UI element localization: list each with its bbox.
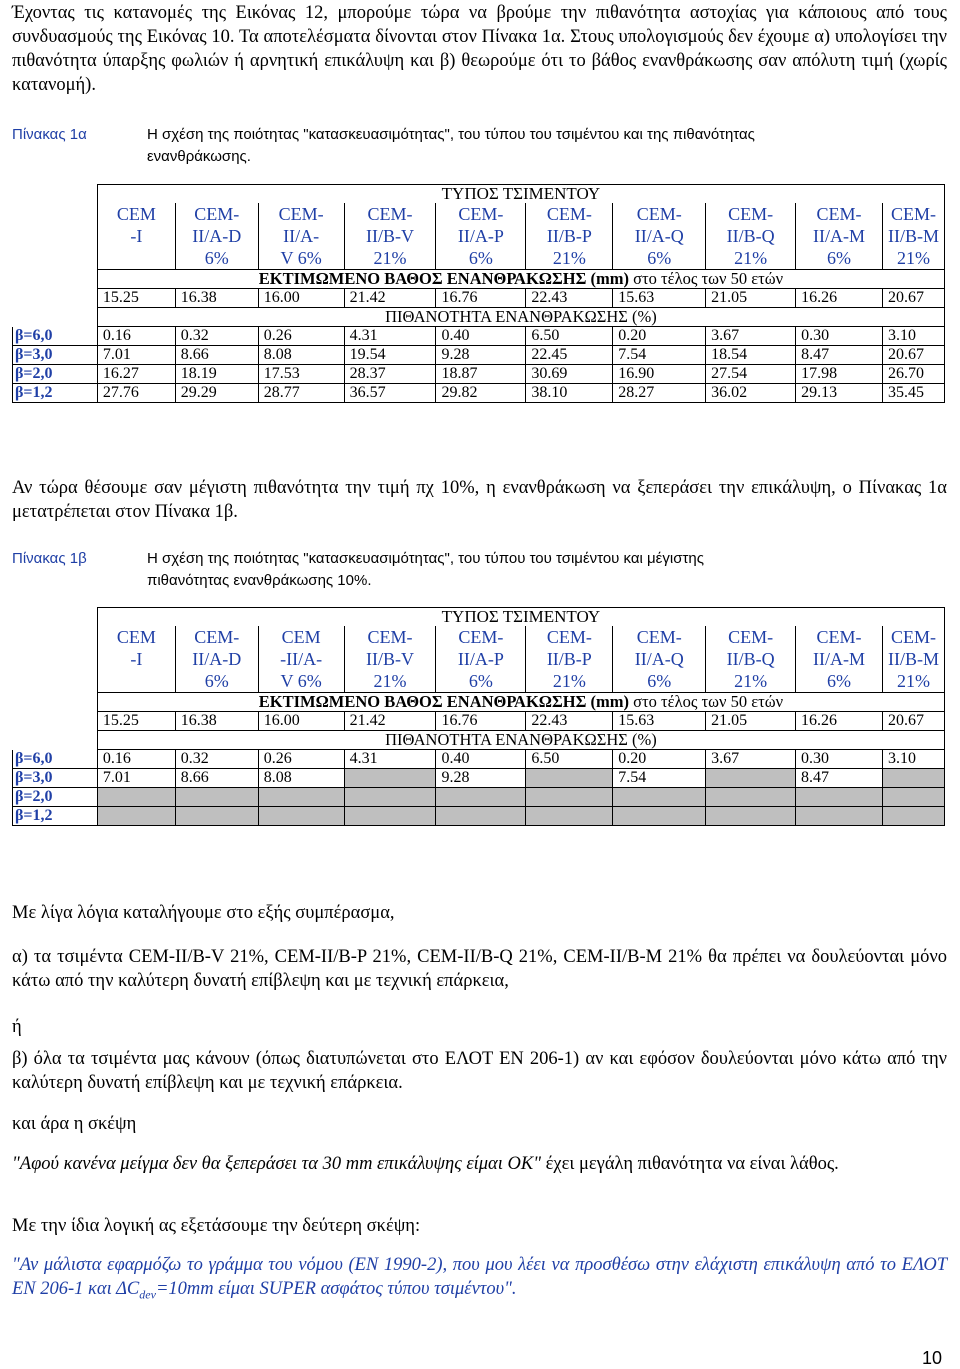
probability-cell: 28.37 [344, 365, 436, 384]
table-1a [12, 184, 945, 403]
cement-type-header [344, 626, 436, 693]
probability-cell: 7.54 [613, 769, 706, 788]
depth-title [97, 693, 944, 712]
header-line: V 6% [280, 248, 322, 268]
table-row [13, 384, 945, 403]
probability-cell: 6.50 [526, 750, 613, 769]
probability-cell [882, 807, 944, 826]
beta-cell: β=6,0 [13, 327, 98, 346]
header-line: CEM- [636, 204, 682, 224]
probability-cell: 9.28 [436, 346, 526, 365]
depth-title-row [13, 270, 945, 289]
cement-type-header [613, 203, 706, 270]
depth-title [97, 270, 944, 289]
probability-cell: 19.54 [344, 346, 436, 365]
depth-cell: 20.67 [882, 289, 944, 308]
header-line: CEM- [194, 627, 240, 647]
header-line: V 6% [280, 671, 322, 691]
probability-cell: 7.54 [613, 346, 706, 365]
depth-cell: 16.38 [175, 712, 258, 731]
cement-type-header [175, 203, 258, 270]
probability-cell: 17.98 [796, 365, 883, 384]
probability-cell: 0.20 [613, 327, 706, 346]
header-line: II/A- [283, 226, 320, 246]
depth-cell: 21.42 [344, 289, 436, 308]
probability-cell: 27.54 [706, 365, 796, 384]
beta-cell: β=1,2 [13, 807, 98, 826]
header-line: 21% [373, 671, 407, 691]
probability-cell: 8.47 [796, 769, 883, 788]
probability-cell: 0.16 [97, 327, 175, 346]
group-title: ΤΥΠΟΣ ΤΣΙΜΕΝΤΟΥ [97, 185, 944, 204]
probability-cell: 0.32 [175, 327, 258, 346]
probability-cell: 16.90 [613, 365, 706, 384]
probability-cell [344, 788, 436, 807]
depth-values-row [13, 712, 945, 731]
header-line: 21% [896, 671, 930, 691]
header-line: 21% [896, 248, 930, 268]
header-line: 21% [552, 248, 586, 268]
table-row [13, 365, 945, 384]
probability-cell: 0.40 [436, 327, 526, 346]
probability-cell: 8.66 [175, 769, 258, 788]
header-line: CEM- [194, 204, 240, 224]
probability-title: ΠΙΘΑΝΟΤΗΤΑ ΕΝΑΝΘΡΑΚΩΣΗΣ (%) [97, 731, 944, 750]
thought-intro: και άρα η σκέψη [12, 1114, 137, 1134]
corner-cell [13, 712, 98, 731]
header-line: CEM [116, 204, 156, 224]
header-row [13, 626, 945, 693]
probability-cell: 27.76 [97, 384, 175, 403]
header-line: CEM- [367, 204, 413, 224]
cement-type-header [706, 203, 796, 270]
header-line: CEM [116, 627, 156, 647]
probability-cell [706, 788, 796, 807]
header-line: 6% [647, 248, 672, 268]
probability-cell: 17.53 [258, 365, 344, 384]
probability-cell: 9.28 [436, 769, 526, 788]
beta-cell: β=3,0 [13, 769, 98, 788]
probability-cell: 8.08 [258, 769, 344, 788]
probability-cell: 36.57 [344, 384, 436, 403]
table-row [13, 769, 945, 788]
depth-title-bold: ΕΚΤΙΜΩΜΕΝΟ ΒΑΘΟΣ ΕΝΑΝΘΡΑΚΩΣΗΣ (mm) [258, 269, 630, 288]
probability-cell: 3.10 [882, 327, 944, 346]
point-a: α) τα τσιμέντα CEM-II/B-V 21%, CEM-II/B-P 21%, CEM-II/B-Q 21%, CEM-II/B-M 21% θα πρέπει να δουλεύονται μόνο κάτω από την καλύτερη δυνατή επίβλεψη και με τεχνική επάρκεια, [12, 947, 947, 991]
probability-title-row [13, 308, 945, 327]
cement-type-header [344, 203, 436, 270]
depth-cell: 16.26 [796, 289, 883, 308]
corner-cell [13, 203, 98, 270]
header-line: 6% [827, 671, 851, 691]
probability-title-row [13, 731, 945, 750]
header-line: 21% [734, 671, 768, 691]
probability-cell [436, 807, 526, 826]
cement-type-header [175, 626, 258, 693]
probability-cell [344, 769, 436, 788]
cement-type-header [526, 203, 613, 270]
corner-cell [13, 608, 98, 627]
quote-part1: "Αν μάλιστα εφαρμόζω το γράμμα του νόμου (ΕΝ 1990-2), που μου λέει να προσθέσω στην ελάχιστη επικάλυψη από το ΕΛΟΤ ΕΝ 206-1 και ΔC [12, 1255, 947, 1299]
header-line: 6% [468, 248, 493, 268]
probability-cell: 0.16 [97, 750, 175, 769]
probability-cell: 8.08 [258, 346, 344, 365]
corner-cell [13, 185, 98, 204]
header-line: II/B-M [887, 226, 939, 246]
thought1-quote: "Αφού κανένα μείγμα δεν θα ξεπεράσει τα 30 mm επικάλυψης είμαι ΟΚ" [12, 1154, 541, 1174]
depth-cell: 21.05 [706, 289, 796, 308]
probability-cell: 18.87 [436, 365, 526, 384]
header-line: II/B-P [546, 226, 592, 246]
header-line: II/B-Q [726, 649, 775, 669]
header-line: 21% [552, 671, 586, 691]
corner-cell [13, 693, 98, 712]
probability-cell: 29.13 [796, 384, 883, 403]
cement-type-header [258, 626, 344, 693]
depth-cell: 21.42 [344, 712, 436, 731]
header-line: CEM- [816, 204, 862, 224]
group-title: ΤΥΠΟΣ ΤΣΙΜΕΝΤΟΥ [97, 608, 944, 627]
beta-cell: β=3,0 [13, 346, 98, 365]
header-line: CEM- [816, 627, 862, 647]
corner-cell [13, 270, 98, 289]
probability-cell: 29.82 [436, 384, 526, 403]
probability-cell [175, 807, 258, 826]
table-row [13, 807, 945, 826]
cement-type-header [97, 203, 175, 270]
probability-cell: 36.02 [706, 384, 796, 403]
probability-cell [706, 807, 796, 826]
probability-cell: 0.26 [258, 327, 344, 346]
probability-cell: 28.77 [258, 384, 344, 403]
probability-cell [436, 788, 526, 807]
corner-cell [13, 289, 98, 308]
mid-paragraph: Αν τώρα θέσουμε σαν μέγιστη πιθανότητα την τιμή πχ 10%, η ενανθράκωση να ξεπεράσει την επικάλυψη, ο Πίνακας 1α μετατρέπεται στον Πίνακα 1β. [12, 478, 947, 522]
probability-cell: 8.66 [175, 346, 258, 365]
depth-cell: 20.67 [882, 712, 944, 731]
probability-cell: 4.31 [344, 750, 436, 769]
depth-cell: 16.00 [258, 712, 344, 731]
header-line: 6% [468, 671, 493, 691]
header-line: 21% [734, 248, 768, 268]
header-line: CEM- [890, 204, 936, 224]
header-line: II/B-V [366, 226, 415, 246]
point-b: β) όλα τα τσιμέντα μας κάνουν (όπως διατυπώνεται στο ΕΛΟΤ ΕΝ 206-1) αν και εφόσον δουλεύονται μόνο κάτω από την καλύτερη δυνατή επίβλεψη και με τεχνική επάρκεια. [12, 1049, 947, 1093]
corner-cell [13, 731, 98, 750]
table-row [13, 327, 945, 346]
header-line: -I [130, 649, 143, 669]
header-line: 6% [204, 671, 229, 691]
header-line: CEM- [278, 204, 324, 224]
probability-cell: 8.47 [796, 346, 883, 365]
probability-cell: 28.27 [613, 384, 706, 403]
depth-cell: 16.76 [436, 289, 526, 308]
cement-type-header [796, 203, 883, 270]
probability-cell: 0.26 [258, 750, 344, 769]
header-line: II/B-P [546, 649, 592, 669]
depth-cell: 22.43 [526, 289, 613, 308]
beta-cell: β=2,0 [13, 365, 98, 384]
header-line: CEM- [367, 627, 413, 647]
second-thought-intro: Με την ίδια λογική ας εξετάσουμε την δεύτερη σκέψη: [12, 1216, 421, 1236]
quote-subscript: dev [139, 1287, 156, 1302]
cement-type-header [796, 626, 883, 693]
corner-cell [13, 308, 98, 327]
header-line: II/A-Q [634, 649, 684, 669]
header-line [100, 247, 173, 269]
probability-cell: 3.67 [706, 750, 796, 769]
cement-type-header [436, 626, 526, 693]
beta-cell: β=2,0 [13, 788, 98, 807]
header-line: 21% [373, 248, 407, 268]
depth-title-rest: στο τέλος των 50 ετών [629, 269, 784, 288]
probability-cell [175, 788, 258, 807]
thought1-rest: έχει μεγάλη πιθανότητα να είναι λάθος. [540, 1154, 839, 1174]
header-line: II/A-M [813, 226, 866, 246]
cement-type-header [436, 203, 526, 270]
probability-cell: 35.45 [882, 384, 944, 403]
header-line: -II/A- [280, 649, 323, 669]
probability-cell: 18.19 [175, 365, 258, 384]
group-title-row [13, 185, 945, 204]
probability-cell [706, 769, 796, 788]
cement-type-header [882, 203, 944, 270]
header-line: 6% [204, 248, 229, 268]
cement-type-header [258, 203, 344, 270]
thought1-paragraph [12, 1152, 947, 1176]
group-title-row [13, 608, 945, 627]
probability-cell [796, 807, 883, 826]
table-row [13, 346, 945, 365]
header-line: II/A-Q [634, 226, 684, 246]
header-line [100, 670, 173, 692]
probability-cell [344, 807, 436, 826]
probability-cell: 3.67 [706, 327, 796, 346]
beta-cell: β=1,2 [13, 384, 98, 403]
probability-cell [526, 807, 613, 826]
or-word: ή [12, 1017, 22, 1037]
depth-cell: 16.26 [796, 712, 883, 731]
depth-cell: 16.76 [436, 712, 526, 731]
table2-caption-line2: πιθανότητας ενανθράκωσης 10%. [147, 572, 372, 589]
header-row [13, 203, 945, 270]
header-line: -I [130, 226, 143, 246]
header-line: II/A-P [457, 226, 504, 246]
probability-cell: 29.29 [175, 384, 258, 403]
table2-caption [147, 548, 947, 592]
depth-cell: 21.05 [706, 712, 796, 731]
depth-title-rest: στο τέλος των 50 ετών [629, 692, 784, 711]
probability-cell [796, 788, 883, 807]
probability-cell [882, 788, 944, 807]
header-line: CEM- [458, 204, 504, 224]
quote-part2: =10mm είμαι SUPER ασφάτος τύπου τσιμέντου". [155, 1279, 517, 1299]
probability-cell: 0.20 [613, 750, 706, 769]
probability-cell [526, 769, 613, 788]
depth-cell: 15.63 [613, 712, 706, 731]
header-line: II/A-D [192, 649, 242, 669]
probability-cell: 7.01 [97, 346, 175, 365]
probability-cell [526, 788, 613, 807]
corner-cell [13, 626, 98, 693]
header-line: II/B-Q [726, 226, 775, 246]
table2-label: Πίνακας 1β [12, 550, 87, 567]
header-line: CEM- [728, 204, 774, 224]
depth-cell: 15.25 [97, 712, 175, 731]
depth-cell: 22.43 [526, 712, 613, 731]
table-row [13, 788, 945, 807]
probability-cell: 0.30 [796, 750, 883, 769]
probability-cell: 38.10 [526, 384, 613, 403]
table-1b [12, 607, 945, 826]
header-line: 6% [647, 671, 672, 691]
probability-cell: 18.54 [706, 346, 796, 365]
probability-cell: 0.30 [796, 327, 883, 346]
probability-cell: 3.10 [882, 750, 944, 769]
table1-caption [147, 124, 947, 168]
conclusion-intro: Με λίγα λόγια καταλήγουμε στο εξής συμπέρασμα, [12, 903, 395, 923]
header-line: CEM- [890, 627, 936, 647]
probability-cell: 0.32 [175, 750, 258, 769]
page-number: 10 [922, 1348, 943, 1368]
depth-cell: 15.63 [613, 289, 706, 308]
header-line: CEM [281, 627, 321, 647]
probability-cell [258, 807, 344, 826]
second-thought-quote [12, 1253, 947, 1307]
probability-cell: 7.01 [97, 769, 175, 788]
depth-cell: 16.38 [175, 289, 258, 308]
depth-values-row [13, 289, 945, 308]
depth-title-bold: ΕΚΤΙΜΩΜΕΝΟ ΒΑΘΟΣ ΕΝΑΝΘΡΑΚΩΣΗΣ (mm) [258, 692, 630, 711]
header-line: II/B-M [887, 649, 939, 669]
table1-label: Πίνακας 1α [12, 126, 87, 143]
probability-cell: 26.70 [882, 365, 944, 384]
probability-cell: 30.69 [526, 365, 613, 384]
depth-cell: 16.00 [258, 289, 344, 308]
probability-cell: 22.45 [526, 346, 613, 365]
table-row [13, 750, 945, 769]
probability-cell [258, 788, 344, 807]
table1-caption-line2: ενανθράκωσης. [147, 148, 251, 165]
header-line: CEM- [546, 627, 592, 647]
header-line: II/B-V [366, 649, 415, 669]
cement-type-header [882, 626, 944, 693]
probability-cell [613, 788, 706, 807]
probability-cell [97, 788, 175, 807]
intro-paragraph: Έχοντας τις κατανομές της Εικόνας 12, μπορούμε τώρα να βρούμε την πιθανότητα αστοχίας για κάποιους από τους συνδυασμούς της Εικόνας 10. Τα αποτελέσματα δίνονται στον Πίνακα 1α. Στους υπολογισμούς δεν έχουμε α) υπολογίσει την πιθανότητα ύπαρξης φωλιών ή αρνητική επικάλυψη και β) θεωρούμε ότι το βάθος ενανθράκωσης σαν απόλυτη τιμή (χωρίς κατανομή). [12, 3, 947, 95]
cement-type-header [706, 626, 796, 693]
header-line: CEM- [636, 627, 682, 647]
depth-cell: 15.25 [97, 289, 175, 308]
probability-cell: 16.27 [97, 365, 175, 384]
probability-cell [613, 807, 706, 826]
header-line: II/A-P [457, 649, 504, 669]
header-line: II/A-M [813, 649, 865, 669]
beta-cell: β=6,0 [13, 750, 98, 769]
probability-cell [97, 807, 175, 826]
cement-type-header [97, 626, 175, 693]
probability-cell: 20.67 [882, 346, 944, 365]
probability-cell [882, 769, 944, 788]
table1-caption-line1: Η σχέση της ποιότητας "κατασκευασιμότητας", του τύπου του τσιμέντου και της πιθανότητας [147, 126, 755, 143]
depth-title-row [13, 693, 945, 712]
header-line: CEM- [546, 204, 592, 224]
header-line: CEM- [458, 627, 504, 647]
probability-cell: 0.40 [436, 750, 526, 769]
probability-title: ΠΙΘΑΝΟΤΗΤΑ ΕΝΑΝΘΡΑΚΩΣΗΣ (%) [97, 308, 944, 327]
probability-cell: 6.50 [526, 327, 613, 346]
cement-type-header [613, 626, 706, 693]
header-line: 6% [827, 248, 852, 268]
header-line: II/A-D [192, 226, 242, 246]
header-line: CEM- [728, 627, 774, 647]
probability-cell: 4.31 [344, 327, 436, 346]
cement-type-header [526, 626, 613, 693]
table2-caption-line1: Η σχέση της ποιότητας "κατασκευασιμότητας", του τύπου του τσιμέντου και μέγιστης [147, 550, 704, 567]
